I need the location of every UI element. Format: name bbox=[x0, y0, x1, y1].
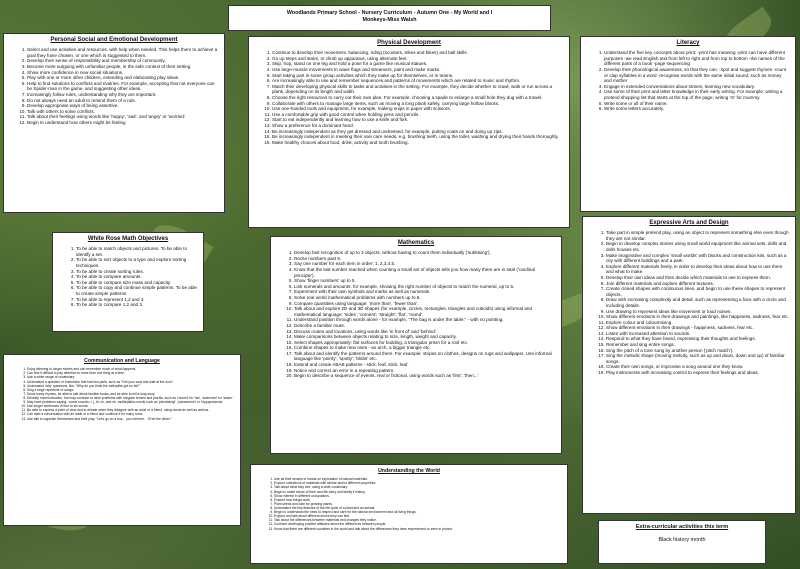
list-item: 3. To be able to create sorting rules. bbox=[76, 269, 198, 275]
list-item: 5. Show interest in different occupations. bbox=[274, 494, 562, 498]
list-item: 7. Know many rhymes, be able to talk about familiar books, and be able to tell a long story. bbox=[27, 392, 235, 396]
communication-list bbox=[9, 367, 235, 420]
list-item: 6. To be able to copy and continue simple patterns. To be able to create simple patterns bbox=[76, 285, 198, 296]
list-item: 14. Make comparisons between objects relating to size, length, weight and capacity. bbox=[294, 334, 556, 340]
expressive-arts-title: Expressive Arts and Design bbox=[649, 220, 729, 226]
list-item: 7. Increasingly follow rules, understanding why they are important. bbox=[27, 92, 219, 98]
list-item: 6. Explore how things work. bbox=[274, 498, 562, 502]
list-item: 15. Select shapes appropriately: flat surfaces for building, a triangular prism for a roof etc. bbox=[294, 340, 556, 346]
list-item: 16. Sing the pitch of a tone sung by another person ('pitch match'). bbox=[606, 348, 790, 354]
list-item: 17. Talk about and identify the patterns around them. For example: stripes on clothes, designs on rugs and wallpaper. Use informal language like 'pointy', 'spotty', 'blobs' etc. bbox=[294, 351, 556, 362]
extra-curricular-text: Black history month bbox=[658, 536, 706, 543]
list-item: 9. Develop appropriate ways of being assertive. bbox=[27, 103, 219, 109]
list-item: 8. Do not always need an adult to remind them of a rule. bbox=[27, 98, 219, 104]
list-item: 19. Play instruments with increasing control to express their feelings and ideas. bbox=[606, 370, 790, 376]
communication-panel bbox=[3, 354, 241, 526]
list-item: 7. Match their developing physical skills to tasks and activities in the setting. For example, they decide whether to crawl, walk or run across a plank, depending on its length and width. bbox=[272, 84, 564, 95]
list-item: 1. Select and use activities and resources, with help when needed. This helps them to achieve a goal they have chosen, or one which is suggested to them. bbox=[27, 47, 219, 58]
list-item: 1. Take part in simple pretend play, using an object to represent something else even though they are not similar. bbox=[606, 230, 790, 241]
list-item: 10. Talk about and explore 2D and 3D shapes (for example, circles, rectangles, triangles and cuboids) using informal and mathematical language: 'sides', 'corners'; 'straight', 'flat', 'round'. bbox=[294, 306, 556, 317]
list-item: 2. To be able to sort objects to a type and explore sorting techniques. bbox=[76, 257, 198, 268]
psed-panel bbox=[3, 33, 225, 213]
list-item: 5. Show 'finger numbers' up to 5. bbox=[294, 278, 556, 284]
physical-panel bbox=[248, 36, 570, 228]
list-item: 16. Combine shapes to make new ones - an arch, a bigger triangle etc. bbox=[294, 345, 556, 351]
understanding-world-title: Understanding the World bbox=[378, 468, 440, 474]
list-item: 10. Explore and talk about different forces they can feel. bbox=[274, 514, 562, 518]
list-item: 14. Be increasingly independent as they get dressed and undressed, for example, putting coats on and doing up zips. bbox=[272, 129, 564, 135]
list-item: 8. Understand the key features of the life cycle of a plant and an animal. bbox=[274, 506, 562, 510]
list-item: 13. Discuss routes and locations, using words like 'in front of' and 'behind'. bbox=[294, 329, 556, 335]
list-item: 11. Explore colour and colourmixing. bbox=[606, 320, 790, 326]
literacy-title: Literacy bbox=[676, 40, 700, 46]
list-item: 6. Help to find solutions to conflicts and rivalries. For example, accepting that not everyone can be Spider-man in the game, and suggesting other ideas. bbox=[27, 81, 219, 92]
list-item: 10. Show different emotions in their drawings and paintings, like happiness, sadness, fear etc. bbox=[606, 314, 790, 320]
list-item: 2. Explore collections of materials with similar and/or different properties. bbox=[274, 481, 562, 485]
list-item: 1. Continue to develop their movement, balancing, riding (scooters, trikes and bikes) and ball skills. bbox=[272, 50, 564, 56]
list-item: 11. Be able to express a point of view and to debate when they disagree with an adult or a friend, using words as well as actions. bbox=[27, 408, 235, 412]
class-name: Monkeys-Miss Walsh bbox=[362, 17, 417, 24]
physical-title: Physical Development bbox=[377, 40, 441, 46]
list-item: 12. Describe a familiar route. bbox=[294, 323, 556, 329]
list-item: 4. Understand a question or instruction that has two parts, such as "Get your coat and wait at the door". bbox=[27, 380, 235, 384]
list-item: 5. To be able to compare size mass and capacity. bbox=[76, 280, 198, 286]
list-item: 7. Experiment with their own symbols and marks as well as numerals. bbox=[294, 289, 556, 295]
psed-title: Personal Social and Emotional Development bbox=[50, 37, 178, 43]
list-item: 5. Start taking part in some group activities which they make up for themselves, or in teams. bbox=[272, 73, 564, 79]
list-item: 13. Know that there are different countries in the world and talk about the differences they have experienced or seen in photos. bbox=[274, 527, 562, 531]
list-item: 12. Can start a conversation with an adult or a friend and continue it for many turns. bbox=[27, 412, 235, 416]
extra-curricular-title: Extra-curricular activities this term bbox=[635, 524, 729, 530]
understanding-world-list bbox=[256, 477, 562, 530]
literacy-list bbox=[586, 50, 790, 112]
list-item: 4. Begin to make sense of their own life-story and family's history. bbox=[274, 490, 562, 494]
list-item: 11. Use a comfortable grip with good control when holding pens and pencils. bbox=[272, 112, 564, 118]
list-item: 15. Remember and sing entire songs. bbox=[606, 342, 790, 348]
list-item: 17. Sing the melodic shape (moving melody, such as up and down, down and up) of familiar songs. bbox=[606, 353, 790, 364]
communication-title: Communication and Language bbox=[84, 358, 160, 364]
list-item: 2. Develop their phonological awareness, so that they can: -spot and suggest rhymes -count or clap syllables in a word -recognise words with the same initial sound, such as money and mother bbox=[604, 67, 790, 84]
list-item: 8. To be able to compare 1,2 and 3. bbox=[76, 302, 198, 308]
list-item: 1. Develop fast recognition of up to 3 objects, without having to count them individually ('subitising'). bbox=[294, 250, 556, 256]
list-item: 3. Engage in extended conversations about stories, learning new vocabulary. bbox=[604, 84, 790, 90]
list-item: 6. Link numerals and amounts: for example, showing the right number of objects to match the numeral, up to 5. bbox=[294, 284, 556, 290]
list-item: 11. Talk about their feelings using words like 'happy', 'sad', and 'angry' or 'worried'. bbox=[27, 114, 219, 120]
list-item: 8. Develop communication, but may continue to have problems with irregular tenses and plurals, such as 'runned' for 'ran', 'swimmed' for 'swam'. bbox=[27, 396, 235, 400]
list-item: 3. Make imaginative and complex 'small worlds' with blocks and construction kits, such as a city with different buildings and a park. bbox=[606, 253, 790, 264]
list-item: 3. Say one number for each item in order: 1, 2,3,4,5. bbox=[294, 261, 556, 267]
list-item: 9. Collaborate with others to manage large items, such as moving a long plank safely, carrying large hollow blocks. bbox=[272, 101, 564, 107]
list-item: 10. Talk with others to solve conflicts. bbox=[27, 109, 219, 115]
list-item: 6. Are increasingly able to use and remember sequences and patterns of movements which are related to music and rhythm. bbox=[272, 78, 564, 84]
list-item: 13. Listen with increased attention to sounds. bbox=[606, 331, 790, 337]
list-item: 5. Play with one or more other children, extending and elaborating play ideas. bbox=[27, 75, 219, 81]
list-item: 20. Begin to describe a sequence of events, real or fictional, using words such as 'first', 'then...' bbox=[294, 373, 556, 379]
list-item: 7. Create closed shapes with continuous lines, and begin to use these shapes to represent objects. bbox=[606, 286, 790, 297]
white-rose-list bbox=[58, 246, 198, 308]
list-item: 4. Use some of their print and letter knowledge in their early writing. For example: writing a pretend shopping list that starts at the top of the page; writing 'm' for mummy. bbox=[604, 89, 790, 100]
list-item: 2. Can find it difficult to pay attention to more than one thing at a time. bbox=[27, 371, 235, 375]
list-item: 1. Use all their senses in hands-on exploration of natural materials. bbox=[274, 477, 562, 481]
expressive-arts-list bbox=[588, 230, 790, 375]
list-item: 3. Become more outgoing with unfamiliar people, in the safe context of their setting. bbox=[27, 64, 219, 70]
list-item: 8. Solve real world mathematical problems with numbers up to 5. bbox=[294, 295, 556, 301]
list-item: 14. Respond to what they have heard, expressing their thoughts and feelings. bbox=[606, 336, 790, 342]
list-item: 5. Develop their own ideas and then decide which materials to use to express them. bbox=[606, 275, 790, 281]
list-item: 2. Develop their sense of responsibility and membership of community. bbox=[27, 58, 219, 64]
list-item: 12. Continue developing positive attitudes about the differences between people. bbox=[274, 522, 562, 526]
list-item: 13. Show a preference for a dominant hand. bbox=[272, 123, 564, 129]
list-item: 9. Begin to understand the need to respect and care for the natural environment and all living things. bbox=[274, 510, 562, 514]
list-item: 5. Understand 'why' questions, like: "Why do you think the caterpillar got so fat?" bbox=[27, 384, 235, 388]
mathematics-list bbox=[276, 250, 556, 379]
list-item: 7. To be able to represent 1,2 and 3. bbox=[76, 297, 198, 303]
list-item: 15. Be increasingly independent in meeting their own care needs, e.g. brushing teeth, using the toilet, washing and drying their hands thoroughly. bbox=[272, 134, 564, 140]
list-item: 3. Talk about what they see, using a wide vocabulary. bbox=[274, 485, 562, 489]
list-item: 2. Begin to develop complex stories using small world equipment like animal sets, dolls and dolls houses etc. bbox=[606, 241, 790, 252]
psed-list bbox=[9, 47, 219, 125]
list-item: 4. To be able to compare amounts. bbox=[76, 274, 198, 280]
list-item: 4. Use large-muscle movements to wave flags and streamers, paint and make marks. bbox=[272, 67, 564, 73]
list-item: 9. Use drawing to represent ideas like movement or loud noises. bbox=[606, 309, 790, 315]
list-item: 18. Create their own songs, or improvise a song around one they know. bbox=[606, 364, 790, 370]
list-item: 2. Go up steps and stairs, or climb up apparatus, using alternate feet. bbox=[272, 56, 564, 62]
list-item: 12. Start to eat independently and learning how to use a knife and fork. bbox=[272, 117, 564, 123]
list-item: 3. Use a wider range of vocabulary. bbox=[27, 375, 235, 379]
list-item: 8. Draw with increasing complexity and detail, such as representing a face with a circle and including details. bbox=[606, 297, 790, 308]
physical-list bbox=[254, 50, 564, 145]
list-item: 11. Talk about the differences between materials and changes they notice. bbox=[274, 518, 562, 522]
list-item: 9. May have problems saying: -some sounds: r, j, th, ch, and sh -multisyllabic words such as 'pterodactyl', 'planetarium' or 'hippopotamus' bbox=[27, 400, 235, 404]
mathematics-title: Mathematics bbox=[397, 240, 435, 246]
list-item: 6. Sing a large repertoire of songs. bbox=[27, 388, 235, 392]
list-item: 1. Enjoy listening to longer stories and can remember much of what happens. bbox=[27, 367, 235, 371]
white-rose-panel bbox=[52, 232, 204, 332]
list-item: 8. Choose the right resources to carry out their own plan. For example, choosing a spade to enlarge a small hole they dug with a trowel. bbox=[272, 95, 564, 101]
list-item: 1. Understand the five key concepts about print: -print has meaning -print can have different purposes -we read English text from left to right and from top to bottom -the names of the different parts of a book -page sequencing bbox=[604, 50, 790, 67]
white-rose-title: White Rose Math Objectives bbox=[87, 236, 169, 242]
extra-curricular-panel bbox=[598, 520, 766, 564]
list-item: 4. Show more confidence in new social situations. bbox=[27, 70, 219, 76]
list-item: 4. Explore different materials freely, in order to develop their ideas about how to use them and what to make. bbox=[606, 264, 790, 275]
list-item: 12. Begin to understand how others might be feeling bbox=[27, 120, 219, 126]
list-item: 4. Know that the last number reached when counting a small set of objects tells you how many there are in total ('cardinal principle'). bbox=[294, 267, 556, 278]
expressive-arts-panel bbox=[582, 216, 796, 514]
mathematics-panel bbox=[270, 236, 562, 454]
page-title: Woodlands Primary School - Nursery Curriculum - Autumn One - My World and I bbox=[286, 10, 493, 16]
list-item: 16. Make healthy choices about food, drink, activity and tooth brushing. bbox=[272, 140, 564, 146]
list-item: 13. Use talk to organise themselves and their play: "Let's go on a bus... you sit there... I'll be the driver." bbox=[27, 417, 235, 421]
list-item: 11. Understand position through words alone - for example, "The bag is under the table," - with no pointing. bbox=[294, 317, 556, 323]
list-item: 5. Write some or all of their name. bbox=[604, 101, 790, 107]
list-item: 9. Compare quantities using language: 'more than', 'fewer than'. bbox=[294, 301, 556, 307]
list-item: 6. Write some letters accurately. bbox=[604, 106, 790, 112]
list-item: 1. To be able to match objects and pictures. To be able to identify a set. bbox=[76, 246, 198, 257]
list-item: 10. Use one-handed tools and equipment, for example, making snips in paper with scissors. bbox=[272, 106, 564, 112]
list-item: 12. Show different emotions in their drawings - happiness, sadness, fear etc. bbox=[606, 325, 790, 331]
literacy-panel bbox=[580, 36, 796, 212]
list-item: 6. Join different materials and explore different textures. bbox=[606, 281, 790, 287]
list-item: 18. Extend and create ABAB patterns - stick, leaf, stick, leaf. bbox=[294, 362, 556, 368]
list-item: 2. Recite numbers past 5. bbox=[294, 256, 556, 262]
list-item: 3. Skip, hop, stand on one leg and hold a pose for a game like musical statues. bbox=[272, 61, 564, 67]
list-item: 7. Plant seeds and care for growing plants. bbox=[274, 502, 562, 506]
list-item: 10. Use longer sentences of four to six words. bbox=[27, 404, 235, 408]
understanding-world-panel bbox=[250, 464, 568, 564]
page-header bbox=[228, 5, 551, 31]
list-item: 19. Notice and correct an error in a repeating pattern. bbox=[294, 368, 556, 374]
